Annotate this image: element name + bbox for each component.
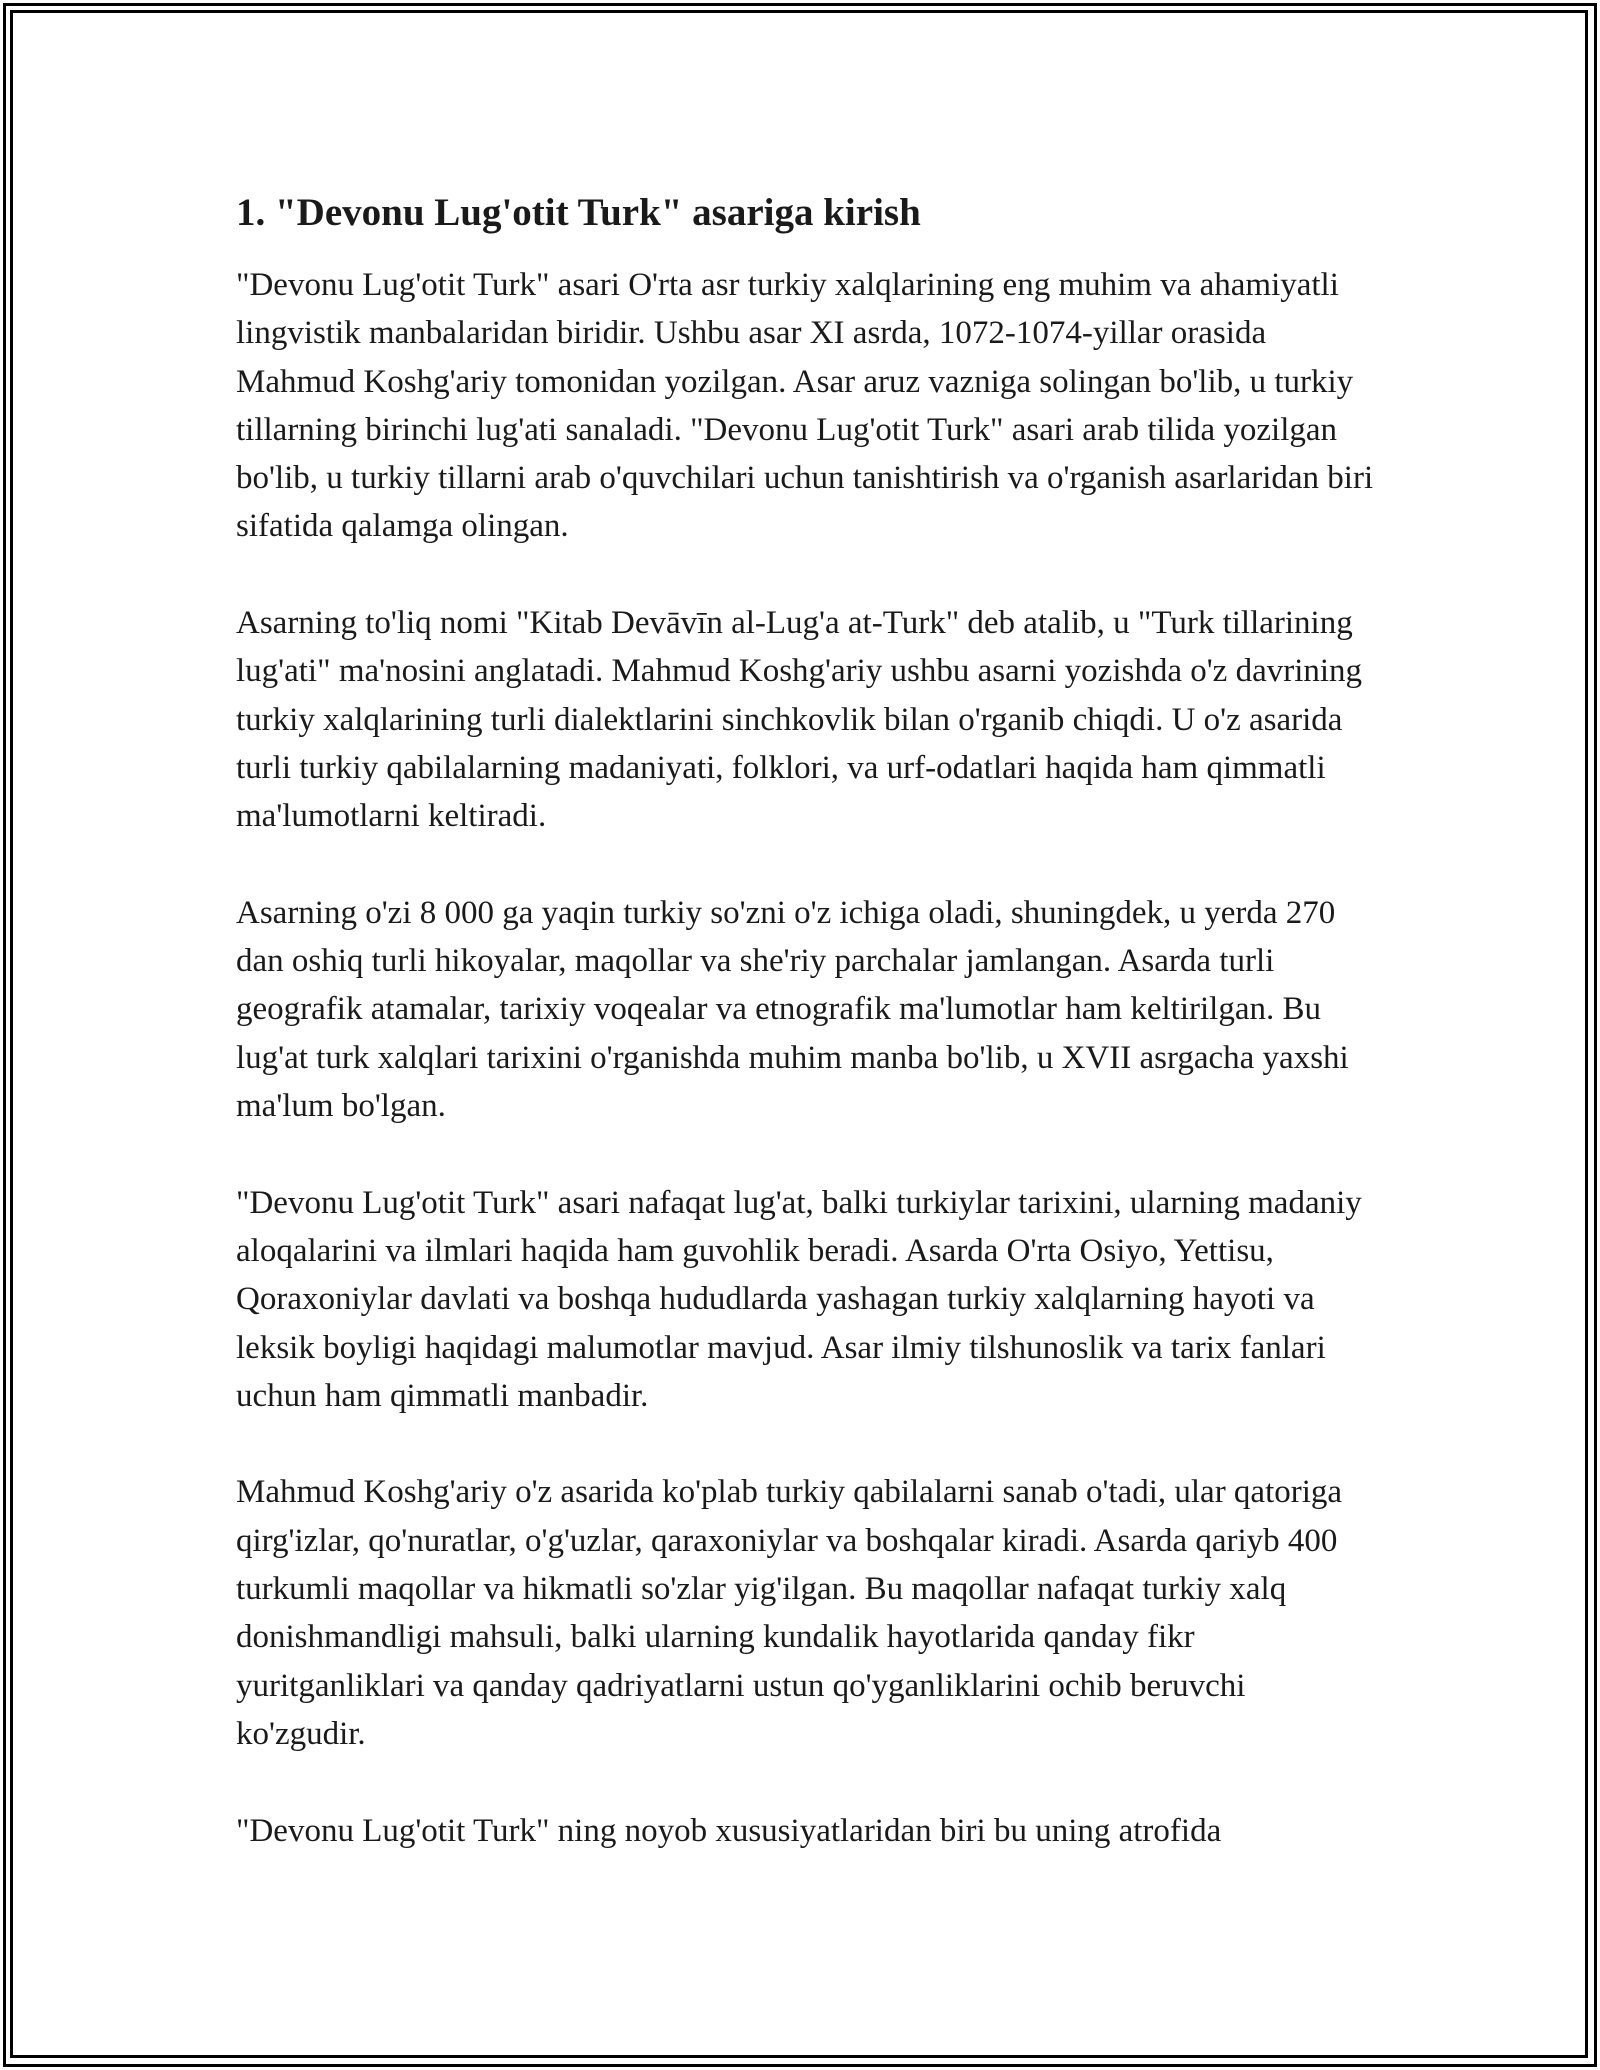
section-heading: 1. "Devonu Lug'otit Turk" asariga kirish	[236, 191, 921, 234]
paragraph-3: Asarning o'zi 8 000 ga yaqin turkiy so'zni o'z ichiga oladi, shuningdek, u yerda 270 dan oshiq turli hikoyalar, maqollar va she'riy parchalar jamlangan. Asarda turli geografik atamalar, tarixiy voqealar va etnografik ma'lumotlar ham keltirilgan. Bu lug'at turk xalqlari tarixini o'rganishda muhim manba bo'lib, u XVII asrgacha yaxshi ma'lum bo'lgan.	[236, 894, 1349, 1125]
paragraph-1: "Devonu Lug'otit Turk" asari O'rta asr turkiy xalqlarining eng muhim va ahamiyatli lingvistik manbalaridan biridir. Ushbu asar XI asrda, 1072-1074-yillar orasida Mahmud Koshg'ariy tomonidan yozilgan. Asar aruz vazniga solingan bo'lib, u turkiy tillarning birinchi lug'ati sanaladi. "Devonu Lug'otit Turk" asari arab tilida yozilgan bo'lib, u turkiy tillarni arab o'quvchilari uchun tanishtirish va o'rganish asarlaridan biri sifatida qalamga olingan.	[236, 267, 1374, 545]
paragraph-5: Mahmud Koshg'ariy o'z asarida ko'plab turkiy qabilalarni sanab o'tadi, ular qatoriga qirg'izlar, qo'nuratlar, o'g'uzlar, qaraxoniylar va boshqalar kiradi. Asarda qariyb 400 turkumli maqollar va hikmatli so'zlar yig'ilgan. Bu maqollar nafaqat turkiy xalq donishmandligi mahsuli, balki ularning kundalik hayotlarida qanday fikr yuritganliklari va qanday qadriyatlarni ustun qo'yganliklarini ochib beruvchi ko'zgudir.	[236, 1474, 1343, 1752]
paragraph-6: "Devonu Lug'otit Turk" ning noyob xususiyatlaridan biri bu uning atrofida	[236, 1812, 1222, 1849]
document-body	[236, 186, 1380, 1903]
paragraph-4: "Devonu Lug'otit Turk" asari nafaqat lug'at, balki turkiylar tarixini, ularning madaniy aloqalarini va ilmlari haqida ham guvohlik beradi. Asarda O'rta Osiyo, Yettisu, Qoraxoniylar davlati va boshqa hududlarda yashagan turkiy xalqlarning hayoti va leksik boyligi haqidagi malumotlar mavjud. Asar ilmiy tilshunoslik va tarix fanlari uchun ham qimmatli manbadir.	[236, 1184, 1362, 1414]
paragraph-2: Asarning to'liq nomi "Kitab Devāvīn al-Lug'a at-Turk" deb atalib, u "Turk tillarining lug'ati" ma'nosini anglatadi. Mahmud Koshg'ariy ushbu asarni yozishda o'z davrining turkiy xalqlarining turli dialektlarini sinchkovlik bilan o'rganib chiqdi. U o'z asarida turli turkiy qabilalarning madaniyati, folklori, va urf-odatlari haqida ham qimmatli ma'lumotlarni keltiradi.	[236, 605, 1363, 835]
